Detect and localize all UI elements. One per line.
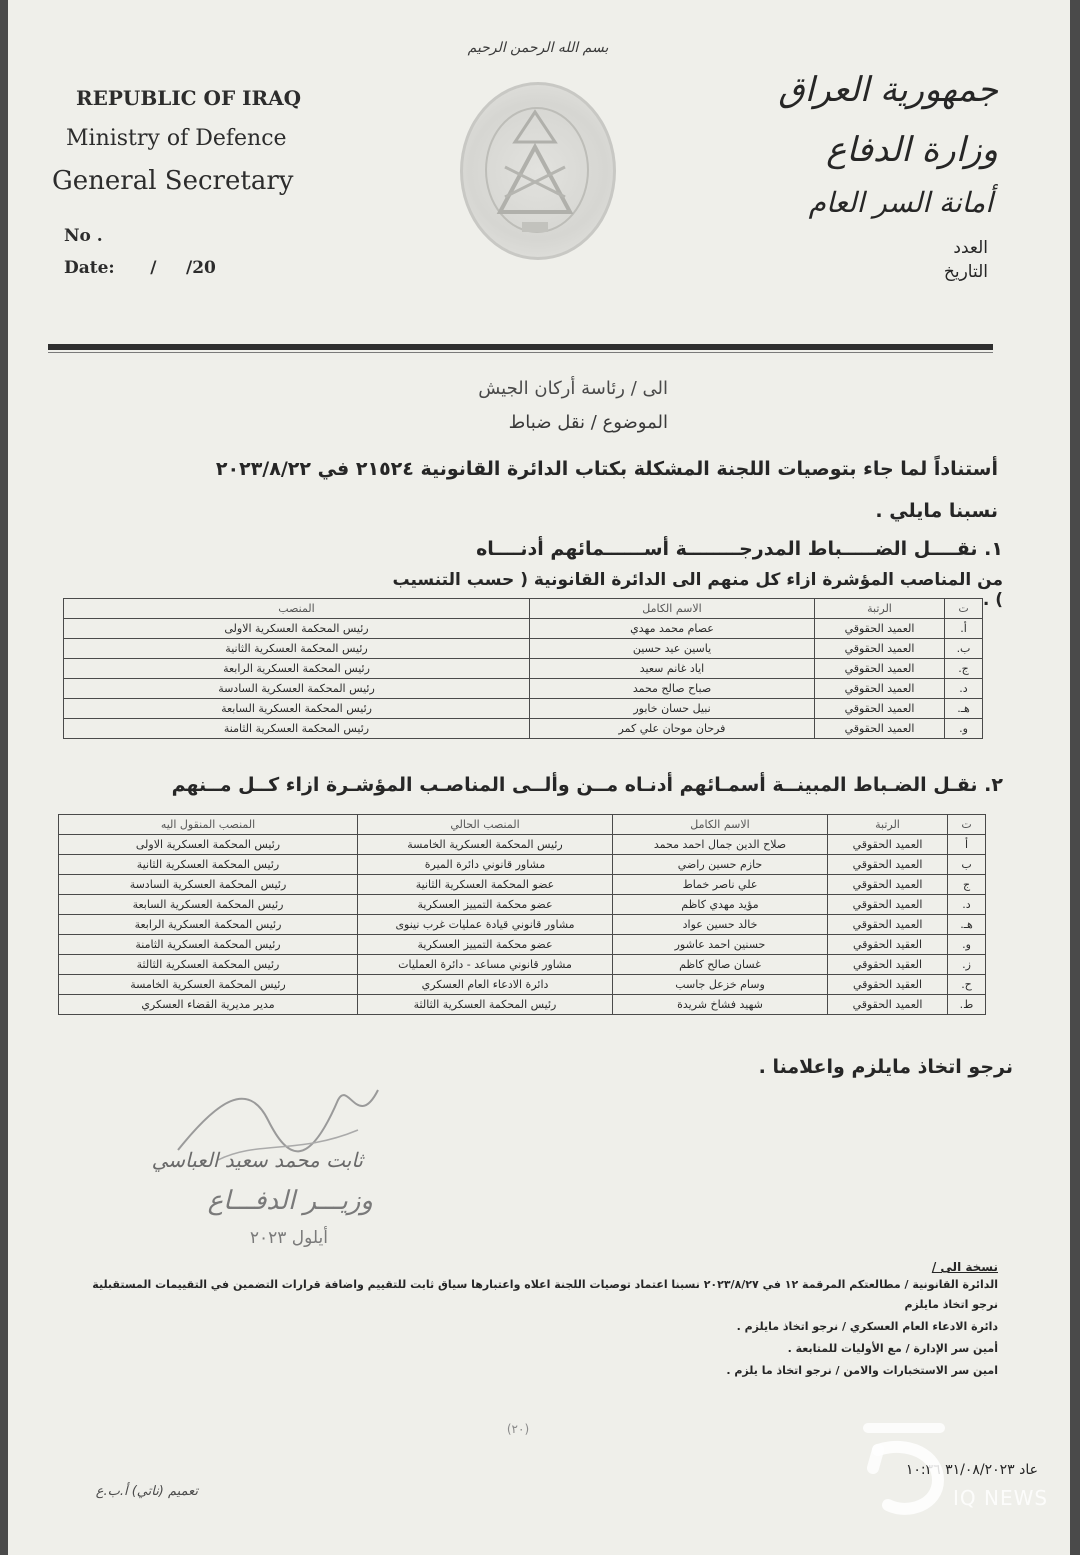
table-cell: شهيد فشاخ شريدة (613, 995, 828, 1015)
table-row (64, 699, 983, 719)
table-row (59, 975, 986, 995)
table-cell: العميد الحقوقي (815, 639, 945, 659)
signatory-name: ثابت محمد سعيد العباسي (151, 1148, 363, 1172)
table-cell: العقيد الحقوقي (828, 955, 948, 975)
iq-news-logo-icon (848, 1410, 958, 1520)
table-cell: مشاور قانوني دائرة الميرة (358, 855, 613, 875)
table-cell: رئيس المحكمة العسكرية الرابعة (59, 915, 358, 935)
table-cell: العميد الحقوقي (828, 835, 948, 855)
table-cell: رئيس المحكمة العسكرية الثامنة (59, 935, 358, 955)
table-cell: حازم حسين راضي (613, 855, 828, 875)
table-cell: العميد الحقوقي (828, 915, 948, 935)
table-cell: ب (948, 855, 986, 875)
table-cell: عضو محكمة التمييز العسكرية (358, 895, 613, 915)
table-cell: ج (948, 875, 986, 895)
header-ministry: Ministry of Defence (66, 126, 287, 151)
table-cell: ز. (948, 955, 986, 975)
table-cell: ط. (948, 995, 986, 1015)
table-cell: مؤيد مهدي كاظم (613, 895, 828, 915)
table-cell: العميد الحقوقي (815, 679, 945, 699)
table-cell: هـ. (948, 915, 986, 935)
header-no: No . (64, 226, 103, 246)
table-cell: مشاور قانوني مساعد - دائرة العمليات (358, 955, 613, 975)
header-ar-republic: جمهورية العراق (778, 70, 998, 110)
table-cell: العقيد الحقوقي (828, 975, 948, 995)
table-row (64, 619, 983, 639)
seal-emblem-icon (460, 82, 610, 254)
addressee: الى / رئاسة أركان الجيش (478, 378, 668, 399)
item-2-heading: ٢. نقـل الضـباط المبينــة أسمـائهم أدنـاه مــن وألــى المناصـب المؤشـرة ازاء كــل مــنهم (171, 774, 1003, 796)
table-header-row (59, 815, 986, 835)
table-row (64, 679, 983, 699)
table-cell: رئيس المحكمة العسكرية السابعة (64, 699, 530, 719)
officers-table-2 (58, 814, 986, 1015)
table-cell: رئيس المحكمة العسكرية السادسة (59, 875, 358, 895)
closing-line: نرجو اتخاذ مايلزم واعلامنا . (758, 1056, 1013, 1078)
item-1-heading: ١. نقــــل الضـــــباط المدرجــــــــة أســــــمائهم أدنــــاه (476, 538, 1003, 560)
col-header: الاسم الكامل (530, 599, 815, 619)
table-cell: العميد الحقوقي (815, 719, 945, 739)
table-cell: رئيس المحكمة العسكرية الثامنة (64, 719, 530, 739)
table-cell: عضو محكمة التمييز العسكرية (358, 935, 613, 955)
copy-line: نرجو اتخاذ مايلزم (904, 1298, 998, 1311)
table-cell: نبيل حسان خابور (530, 699, 815, 719)
table-cell: غسان صالح كاظم (613, 955, 828, 975)
table-cell: علي ناصر خماط (613, 875, 828, 895)
header-divider (48, 344, 993, 350)
table-cell: العميد الحقوقي (828, 995, 948, 1015)
table-cell: رئيس المحكمة العسكرية الرابعة (64, 659, 530, 679)
table-row (64, 659, 983, 679)
table-cell: رئيس المحكمة العسكرية الاولى (64, 619, 530, 639)
copy-line: الدائرة القانونية / مطالعتكم المرقمة ١٢ في ٢٠٢٣/٨/٢٧ نسبنا اعتماد توصيات اللجنة اعلاه واعتبارها سياق ثابت للتقييم واضافة قرارات التضمين في التقييمات المستقبلية (92, 1278, 998, 1291)
table-row (59, 935, 986, 955)
col-header: الرتبة (828, 815, 948, 835)
table-row (59, 995, 986, 1015)
table-cell: رئيس المحكمة العسكرية السابعة (59, 895, 358, 915)
table-row (64, 639, 983, 659)
table-cell: مشاور قانوني قيادة عمليات غرب نينوى (358, 915, 613, 935)
table-cell: العميد الحقوقي (815, 659, 945, 679)
table-cell: العميد الحقوقي (828, 875, 948, 895)
col-header: الرتبة (815, 599, 945, 619)
table-row (59, 955, 986, 975)
table-cell: رئيس المحكمة العسكرية الخامسة (59, 975, 358, 995)
watermark-text: IQ NEWS (953, 1486, 1049, 1510)
subject-line: الموضوع / نقل ضباط (508, 412, 668, 433)
table-cell: حسنين احمد عاشور (613, 935, 828, 955)
signatory-title: وزيـــر الدفـــاع (207, 1186, 373, 1216)
table-cell: صلاح الدين جمال احمد محمد (613, 835, 828, 855)
table-cell: رئيس المحكمة العسكرية الثالثة (59, 955, 358, 975)
table-cell: رئيس المحكمة العسكرية الخامسة (358, 835, 613, 855)
typing-note: تعميم (ناتي) أ.ب.ع (95, 1484, 198, 1499)
col-header: المنصب (64, 599, 530, 619)
header-date: Date: / /20 (64, 258, 216, 278)
table-cell: ح. (948, 975, 986, 995)
table-cell: أ (948, 835, 986, 855)
table-cell: رئيس المحكمة العسكرية الثالثة (358, 995, 613, 1015)
table-cell: رئيس المحكمة العسكرية السادسة (64, 679, 530, 699)
table-cell: و. (945, 719, 983, 739)
header-republic: REPUBLIC OF IRAQ (76, 86, 302, 110)
table-cell: دائرة الادعاء العام العسكري (358, 975, 613, 995)
table-cell: صباح صالح محمد (530, 679, 815, 699)
copy-line: أمين سر الإدارة / مع الأوليات للمتابعة . (787, 1342, 998, 1355)
table-cell: العقيد الحقوقي (828, 935, 948, 955)
table-header-row (64, 599, 983, 619)
signature-date: أيلول ٢٠٢٣ (249, 1228, 328, 1248)
col-header: ت (948, 815, 986, 835)
table-cell: عضو المحكمة العسكرية الثانية (358, 875, 613, 895)
page-number: (٢٠) (506, 1422, 530, 1436)
table-row (59, 855, 986, 875)
table-cell: عصام محمد مهدي (530, 619, 815, 639)
table-cell: العميد الحقوقي (828, 895, 948, 915)
col-header: ت (945, 599, 983, 619)
table-cell: العميد الحقوقي (815, 619, 945, 639)
officers-table-1 (63, 598, 983, 739)
reference-stamp: عاد ٣١/٠٨/٢٠٢٣ ١٠:٣٦ (905, 1462, 1038, 1478)
table-cell: رئيس المحكمة العسكرية الاولى (59, 835, 358, 855)
table-cell: مدير مديرية القضاء العسكري (59, 995, 358, 1015)
header-ar-no: العدد (953, 238, 988, 258)
table-cell: ج. (945, 659, 983, 679)
document-page (8, 0, 1070, 1555)
table-cell: وسام خزعل جاسب (613, 975, 828, 995)
table-row (59, 835, 986, 855)
table-cell: د. (948, 895, 986, 915)
table-cell: فرحان موحان علي كمر (530, 719, 815, 739)
table-row (64, 719, 983, 739)
col-header: الاسم الكامل (613, 815, 828, 835)
table-cell: رئيس المحكمة العسكرية الثانية (64, 639, 530, 659)
table-cell: هـ. (945, 699, 983, 719)
table-cell: أ. (945, 619, 983, 639)
table-cell: ياسين عيد حسين (530, 639, 815, 659)
table-cell: خالد حسين عواد (613, 915, 828, 935)
table-cell: العميد الحقوقي (815, 699, 945, 719)
item-1-subheading: من المناصب المؤشرة ازاء كل منهم الى الدائرة القانونية ( حسب التنسيب ) . (392, 570, 1003, 610)
copies-heading: نسخة الى / (931, 1260, 998, 1274)
copy-line: دائرة الادعاء العام العسكري / نرجو اتخاذ مايلزم . (736, 1320, 998, 1333)
header-ar-secretary: أمانة السر العام (808, 186, 993, 219)
copy-line: امين سر الاستخبارات والامن / نرجو اتخاذ ما يلزم . (726, 1364, 998, 1377)
table-cell: العميد الحقوقي (828, 855, 948, 875)
basmala: بسم الله الرحمن الرحيم (467, 40, 609, 56)
table-row (59, 895, 986, 915)
table-cell: د. (945, 679, 983, 699)
header-ar-ministry: وزارة الدفاع (826, 130, 998, 170)
header-secretary: General Secretary (52, 166, 294, 196)
table-cell: رئيس المحكمة العسكرية الثانية (59, 855, 358, 875)
intro-paragraph: أستناداً لما جاء بتوصيات اللجنة المشكلة بكتاب الدائرة القانونية ٢١٥٢٤ في ٢٠٢٣/٨/٢٢ (215, 458, 998, 480)
table-row (59, 875, 986, 895)
col-header: المنصب المنقول اليه (59, 815, 358, 835)
header-ar-date: التاريخ (943, 262, 988, 282)
col-header: المنصب الحالي (358, 815, 613, 835)
intro-paragraph-end: نسبنا مايلي . (875, 500, 998, 522)
table-cell: و. (948, 935, 986, 955)
ministry-seal (460, 82, 616, 260)
table-cell: ب. (945, 639, 983, 659)
table-row (59, 915, 986, 935)
table-cell: اياد غانم سعيد (530, 659, 815, 679)
